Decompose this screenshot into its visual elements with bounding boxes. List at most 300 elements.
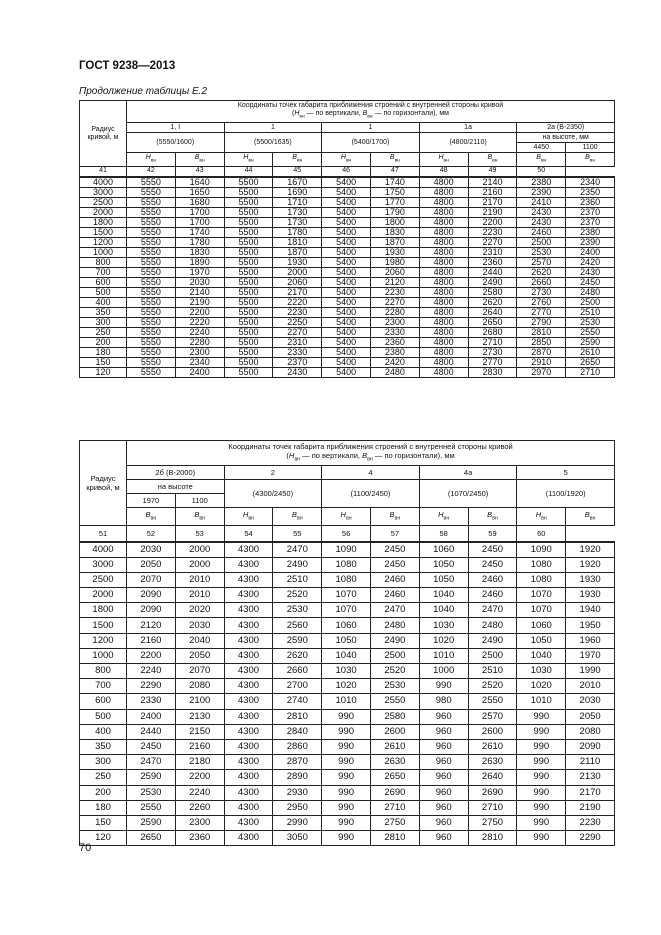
table-title xyxy=(127,101,615,123)
value-cell: 2700 xyxy=(273,679,322,694)
value-cell: 5500 xyxy=(224,297,273,307)
coordinates-table-part1 xyxy=(79,100,615,378)
value-cell: 5400 xyxy=(322,357,371,367)
value-cell: 5500 xyxy=(224,287,273,297)
group-header: 5 xyxy=(517,466,615,480)
value-cell: 2660 xyxy=(517,277,566,287)
value-cell: 990 xyxy=(517,770,566,785)
value-cell: 1780 xyxy=(175,237,224,247)
value-cell: 5550 xyxy=(127,307,176,317)
radius-header: Радиус кривой, м xyxy=(80,441,127,526)
radius-cell: 250 xyxy=(80,770,127,785)
table-row xyxy=(80,247,615,257)
value-cell: 2130 xyxy=(566,770,615,785)
value-cell: 4300 xyxy=(224,572,273,587)
value-cell: 5550 xyxy=(127,187,176,197)
value-cell: 2120 xyxy=(127,618,176,633)
column-number: 59 xyxy=(468,526,517,542)
radius-cell: 500 xyxy=(80,287,127,297)
value-cell: 5400 xyxy=(322,317,371,327)
value-cell: 2810 xyxy=(517,327,566,337)
value-cell: 2560 xyxy=(273,618,322,633)
value-cell: 2770 xyxy=(517,307,566,317)
dims-header: (5400/1700) xyxy=(322,133,420,153)
value-cell: 2300 xyxy=(370,317,419,327)
value-cell: 2220 xyxy=(273,297,322,307)
value-cell: 1020 xyxy=(517,679,566,694)
value-cell: 1030 xyxy=(517,664,566,679)
value-cell: 5500 xyxy=(224,307,273,317)
value-cell: 1740 xyxy=(370,177,419,188)
table-row xyxy=(80,815,615,830)
h-label: $H_{вн}$ xyxy=(224,153,273,167)
value-cell: 2460 xyxy=(517,227,566,237)
radius-header: Радиус кривой, м xyxy=(80,101,127,167)
value-cell: 5550 xyxy=(127,227,176,237)
group-header: 1 xyxy=(322,123,420,133)
value-cell: 2730 xyxy=(468,347,517,357)
value-cell: 1890 xyxy=(175,257,224,267)
radius-cell: 300 xyxy=(80,317,127,327)
value-cell: 1730 xyxy=(273,217,322,227)
value-cell: 2080 xyxy=(175,679,224,694)
title-line-1: Координаты точек габарита приближения строений с внутренней стороны кривой xyxy=(228,441,513,451)
value-cell: 2870 xyxy=(517,347,566,357)
radius-cell: 350 xyxy=(80,307,127,317)
value-cell: 5500 xyxy=(224,237,273,247)
value-cell: 2710 xyxy=(566,367,615,377)
table-row xyxy=(80,307,615,317)
table-row xyxy=(80,557,615,572)
value-cell: 1670 xyxy=(273,177,322,188)
value-cell: 2650 xyxy=(566,357,615,367)
value-cell: 1960 xyxy=(566,633,615,648)
column-number: 58 xyxy=(419,526,468,542)
value-cell: 5500 xyxy=(224,197,273,207)
value-cell: 5550 xyxy=(127,207,176,217)
value-cell: 5400 xyxy=(322,277,371,287)
radius-cell: 180 xyxy=(80,800,127,815)
radius-cell: 250 xyxy=(80,327,127,337)
title-line-2: ($H_{вн}$ — по вертикали, $B_{вн}$ — по горизонтали), мм xyxy=(286,450,455,463)
value-cell: 2000 xyxy=(273,267,322,277)
value-cell: 2430 xyxy=(517,217,566,227)
table-row xyxy=(80,694,615,709)
value-cell: 1050 xyxy=(322,633,371,648)
value-cell: 4300 xyxy=(224,724,273,739)
radius-cell: 400 xyxy=(80,297,127,307)
value-cell: 2200 xyxy=(175,770,224,785)
value-cell: 4300 xyxy=(224,831,273,846)
value-cell: 4300 xyxy=(224,633,273,648)
group-header: 2 xyxy=(224,466,322,480)
value-cell: 2490 xyxy=(370,633,419,648)
value-cell: 2470 xyxy=(127,755,176,770)
value-cell: 2180 xyxy=(175,755,224,770)
table-row xyxy=(80,785,615,800)
value-cell: 2160 xyxy=(468,187,517,197)
value-cell: 1030 xyxy=(322,664,371,679)
value-cell: 1870 xyxy=(370,237,419,247)
value-cell: 4800 xyxy=(419,277,468,287)
b-label: $B_{вн}$ xyxy=(370,153,419,167)
value-cell: 1080 xyxy=(517,557,566,572)
column-number: 42 xyxy=(127,167,176,177)
height-value: 1100 xyxy=(175,494,224,508)
value-cell: 1640 xyxy=(175,177,224,188)
value-cell: 2480 xyxy=(370,367,419,377)
value-cell: 2350 xyxy=(566,187,615,197)
value-cell: 4800 xyxy=(419,197,468,207)
value-cell: 2990 xyxy=(273,815,322,830)
value-cell: 1870 xyxy=(273,247,322,257)
value-cell: 2730 xyxy=(517,287,566,297)
value-cell: 2270 xyxy=(273,327,322,337)
value-cell: 2550 xyxy=(468,694,517,709)
value-cell: 990 xyxy=(517,755,566,770)
value-cell: 2010 xyxy=(566,679,615,694)
value-cell: 1930 xyxy=(370,247,419,257)
value-cell: 1780 xyxy=(273,227,322,237)
radius-cell: 350 xyxy=(80,739,127,754)
value-cell: 2240 xyxy=(175,327,224,337)
value-cell: 2450 xyxy=(566,277,615,287)
radius-cell: 700 xyxy=(80,267,127,277)
value-cell: 990 xyxy=(322,800,371,815)
table-row xyxy=(80,739,615,754)
value-cell: 2470 xyxy=(273,542,322,558)
value-cell: 1080 xyxy=(322,572,371,587)
value-cell: 2620 xyxy=(517,267,566,277)
title-line-2: ($H_{вн}$ — по вертикали, $B_{вн}$ — по горизонтали), мм xyxy=(292,109,449,120)
value-cell: 2110 xyxy=(566,755,615,770)
value-cell: 2160 xyxy=(127,633,176,648)
value-cell: 2100 xyxy=(175,694,224,709)
value-cell: 2010 xyxy=(175,572,224,587)
value-cell: 4300 xyxy=(224,755,273,770)
value-cell: 5500 xyxy=(224,277,273,287)
document-header: ГОСТ 9238—2013 xyxy=(79,60,176,72)
h-label: $H_{вн}$ xyxy=(517,508,566,526)
value-cell: 5400 xyxy=(322,247,371,257)
table-row xyxy=(80,770,615,785)
radius-cell: 1200 xyxy=(80,237,127,247)
value-cell: 2170 xyxy=(273,287,322,297)
value-cell: 1970 xyxy=(566,648,615,663)
h-label: $H_{вн}$ xyxy=(419,153,468,167)
value-cell: 1070 xyxy=(322,603,371,618)
value-cell: 4800 xyxy=(419,307,468,317)
value-cell: 2170 xyxy=(566,785,615,800)
value-cell: 5400 xyxy=(322,187,371,197)
value-cell: 4300 xyxy=(224,603,273,618)
value-cell: 4800 xyxy=(419,337,468,347)
value-cell: 4800 xyxy=(419,267,468,277)
value-cell: 2050 xyxy=(127,557,176,572)
group-header: 2б (В-2000) xyxy=(127,466,225,480)
value-cell: 2360 xyxy=(566,197,615,207)
value-cell: 990 xyxy=(322,739,371,754)
value-cell: 2030 xyxy=(175,277,224,287)
b-label: $B_{вн}$ xyxy=(273,153,322,167)
radius-cell: 700 xyxy=(80,679,127,694)
radius-cell: 2000 xyxy=(80,588,127,603)
dims-header: (1100/1920) xyxy=(517,480,615,508)
value-cell: 5400 xyxy=(322,217,371,227)
value-cell: 1050 xyxy=(419,572,468,587)
value-cell: 1650 xyxy=(175,187,224,197)
value-cell: 2870 xyxy=(273,755,322,770)
value-cell: 4300 xyxy=(224,770,273,785)
group-header: 1 xyxy=(224,123,322,133)
table-row xyxy=(80,227,615,237)
value-cell: 5550 xyxy=(127,357,176,367)
value-cell: 2830 xyxy=(468,367,517,377)
value-cell: 4300 xyxy=(224,588,273,603)
value-cell: 5550 xyxy=(127,267,176,277)
value-cell: 2890 xyxy=(273,770,322,785)
value-cell: 2580 xyxy=(468,287,517,297)
table-row xyxy=(80,207,615,217)
value-cell: 4800 xyxy=(419,177,468,188)
value-cell: 990 xyxy=(419,679,468,694)
value-cell: 4300 xyxy=(224,557,273,572)
value-cell: 1060 xyxy=(419,542,468,558)
value-cell: 2750 xyxy=(370,815,419,830)
value-cell: 2710 xyxy=(370,800,419,815)
value-cell: 2370 xyxy=(566,207,615,217)
column-number: 43 xyxy=(175,167,224,177)
value-cell: 1810 xyxy=(273,237,322,247)
value-cell: 5500 xyxy=(224,177,273,188)
value-cell: 2470 xyxy=(468,603,517,618)
value-cell: 5400 xyxy=(322,267,371,277)
value-cell: 2260 xyxy=(175,800,224,815)
value-cell: 1020 xyxy=(419,633,468,648)
value-cell: 1040 xyxy=(322,648,371,663)
value-cell: 2190 xyxy=(566,800,615,815)
value-cell: 2510 xyxy=(566,307,615,317)
value-cell: 2490 xyxy=(273,557,322,572)
value-cell: 2290 xyxy=(127,679,176,694)
value-cell: 2510 xyxy=(468,664,517,679)
value-cell: 2680 xyxy=(468,327,517,337)
value-cell: 2480 xyxy=(468,618,517,633)
value-cell: 2420 xyxy=(566,257,615,267)
value-cell: 5550 xyxy=(127,177,176,188)
value-cell: 2620 xyxy=(468,297,517,307)
value-cell: 990 xyxy=(322,785,371,800)
b-label: $B_{вн}$ xyxy=(175,508,224,526)
value-cell: 2070 xyxy=(175,664,224,679)
value-cell: 1090 xyxy=(322,542,371,558)
column-number: 44 xyxy=(224,167,273,177)
value-cell: 5400 xyxy=(322,347,371,357)
value-cell: 2040 xyxy=(175,633,224,648)
value-cell: 4300 xyxy=(224,618,273,633)
value-cell: 2450 xyxy=(370,542,419,558)
value-cell: 990 xyxy=(517,709,566,724)
value-cell: 4300 xyxy=(224,739,273,754)
dims-header: (1100/2450) xyxy=(322,480,420,508)
value-cell: 2340 xyxy=(566,177,615,188)
value-cell: 2090 xyxy=(127,588,176,603)
value-cell: 5500 xyxy=(224,357,273,367)
value-cell: 2130 xyxy=(175,709,224,724)
value-cell: 5550 xyxy=(127,237,176,247)
table-row xyxy=(80,357,615,367)
radius-cell: 1800 xyxy=(80,217,127,227)
value-cell: 5550 xyxy=(127,317,176,327)
value-cell: 4300 xyxy=(224,709,273,724)
table-row xyxy=(80,267,615,277)
value-cell: 2380 xyxy=(566,227,615,237)
value-cell: 4800 xyxy=(419,257,468,267)
value-cell: 5400 xyxy=(322,197,371,207)
value-cell: 2340 xyxy=(175,357,224,367)
value-cell: 2420 xyxy=(370,357,419,367)
dims-header: (4800/2110) xyxy=(419,133,517,153)
value-cell: 2690 xyxy=(468,785,517,800)
value-cell: 2190 xyxy=(175,297,224,307)
value-cell: 5500 xyxy=(224,217,273,227)
value-cell: 2570 xyxy=(468,709,517,724)
value-cell: 2400 xyxy=(566,247,615,257)
value-cell: 2490 xyxy=(468,633,517,648)
value-cell: 4800 xyxy=(419,357,468,367)
height-value: 1100 xyxy=(566,143,615,153)
table-row xyxy=(80,287,615,297)
table-row xyxy=(80,197,615,207)
value-cell: 2530 xyxy=(566,317,615,327)
value-cell: 1730 xyxy=(273,207,322,217)
value-cell: 5400 xyxy=(322,367,371,377)
value-cell: 960 xyxy=(419,709,468,724)
value-cell: 2930 xyxy=(273,785,322,800)
value-cell: 2590 xyxy=(566,337,615,347)
value-cell: 2190 xyxy=(468,207,517,217)
value-cell: 980 xyxy=(419,694,468,709)
value-cell: 2860 xyxy=(273,739,322,754)
value-cell: 2430 xyxy=(517,207,566,217)
value-cell: 1080 xyxy=(517,572,566,587)
value-cell: 4800 xyxy=(419,187,468,197)
value-cell: 960 xyxy=(419,785,468,800)
value-cell: 2950 xyxy=(273,800,322,815)
dims-header: (1070/2450) xyxy=(419,480,517,508)
value-cell: 2150 xyxy=(175,724,224,739)
value-cell: 2740 xyxy=(273,694,322,709)
value-cell: 2290 xyxy=(566,831,615,846)
value-cell: 2300 xyxy=(175,815,224,830)
value-cell: 2750 xyxy=(468,815,517,830)
value-cell: 5500 xyxy=(224,257,273,267)
value-cell: 1830 xyxy=(370,227,419,237)
value-cell: 2470 xyxy=(370,603,419,618)
value-cell: 4300 xyxy=(224,815,273,830)
value-cell: 5550 xyxy=(127,247,176,257)
value-cell: 1080 xyxy=(322,557,371,572)
value-cell: 2240 xyxy=(127,664,176,679)
value-cell: 1980 xyxy=(370,257,419,267)
coordinates-table-part2 xyxy=(79,440,615,846)
value-cell: 5400 xyxy=(322,177,371,188)
value-cell: 2480 xyxy=(370,618,419,633)
column-number: 41 xyxy=(80,167,127,177)
value-cell: 5550 xyxy=(127,217,176,227)
value-cell: 960 xyxy=(419,831,468,846)
column-number: 56 xyxy=(322,526,371,542)
value-cell: 5400 xyxy=(322,237,371,247)
value-cell: 5550 xyxy=(127,257,176,267)
value-cell: 2050 xyxy=(566,709,615,724)
table-row xyxy=(80,618,615,633)
b-label: $B_{вн}$ xyxy=(468,508,517,526)
value-cell: 2090 xyxy=(566,739,615,754)
radius-cell: 1500 xyxy=(80,227,127,237)
dims-header: (5550/1600) xyxy=(127,133,225,153)
value-cell: 5400 xyxy=(322,297,371,307)
value-cell: 2390 xyxy=(566,237,615,247)
dims-header: (4300/2450) xyxy=(224,480,322,508)
table-row xyxy=(80,217,615,227)
value-cell: 2230 xyxy=(370,287,419,297)
value-cell: 4800 xyxy=(419,247,468,257)
value-cell: 2590 xyxy=(273,633,322,648)
value-cell: 2970 xyxy=(517,367,566,377)
value-cell: 1950 xyxy=(566,618,615,633)
value-cell: 2610 xyxy=(468,739,517,754)
value-cell: 2480 xyxy=(566,287,615,297)
value-cell: 1050 xyxy=(517,633,566,648)
value-cell: 2590 xyxy=(127,770,176,785)
value-cell: 990 xyxy=(517,831,566,846)
value-cell: 2850 xyxy=(517,337,566,347)
value-cell: 5400 xyxy=(322,337,371,347)
value-cell: 1060 xyxy=(517,618,566,633)
value-cell: 2310 xyxy=(468,247,517,257)
value-cell: 2030 xyxy=(566,694,615,709)
page-number: 70 xyxy=(79,842,92,854)
value-cell: 2140 xyxy=(175,287,224,297)
value-cell: 2660 xyxy=(273,664,322,679)
value-cell: 2140 xyxy=(468,177,517,188)
value-cell: 2370 xyxy=(566,217,615,227)
value-cell: 2520 xyxy=(273,588,322,603)
value-cell: 4300 xyxy=(224,648,273,663)
value-cell: 2500 xyxy=(370,648,419,663)
column-number: 57 xyxy=(370,526,419,542)
value-cell: 4300 xyxy=(224,542,273,558)
value-cell: 4800 xyxy=(419,217,468,227)
radius-cell: 600 xyxy=(80,277,127,287)
value-cell: 2080 xyxy=(566,724,615,739)
value-cell: 2690 xyxy=(370,785,419,800)
radius-cell: 500 xyxy=(80,709,127,724)
value-cell: 2450 xyxy=(370,557,419,572)
value-cell: 2020 xyxy=(175,603,224,618)
value-cell: 2520 xyxy=(468,679,517,694)
value-cell: 960 xyxy=(419,739,468,754)
value-cell: 960 xyxy=(419,724,468,739)
table-row xyxy=(80,603,615,618)
value-cell: 5500 xyxy=(224,227,273,237)
value-cell: 2630 xyxy=(468,755,517,770)
value-cell: 2170 xyxy=(468,197,517,207)
table-row xyxy=(80,277,615,287)
table-row xyxy=(80,679,615,694)
value-cell: 2710 xyxy=(468,800,517,815)
